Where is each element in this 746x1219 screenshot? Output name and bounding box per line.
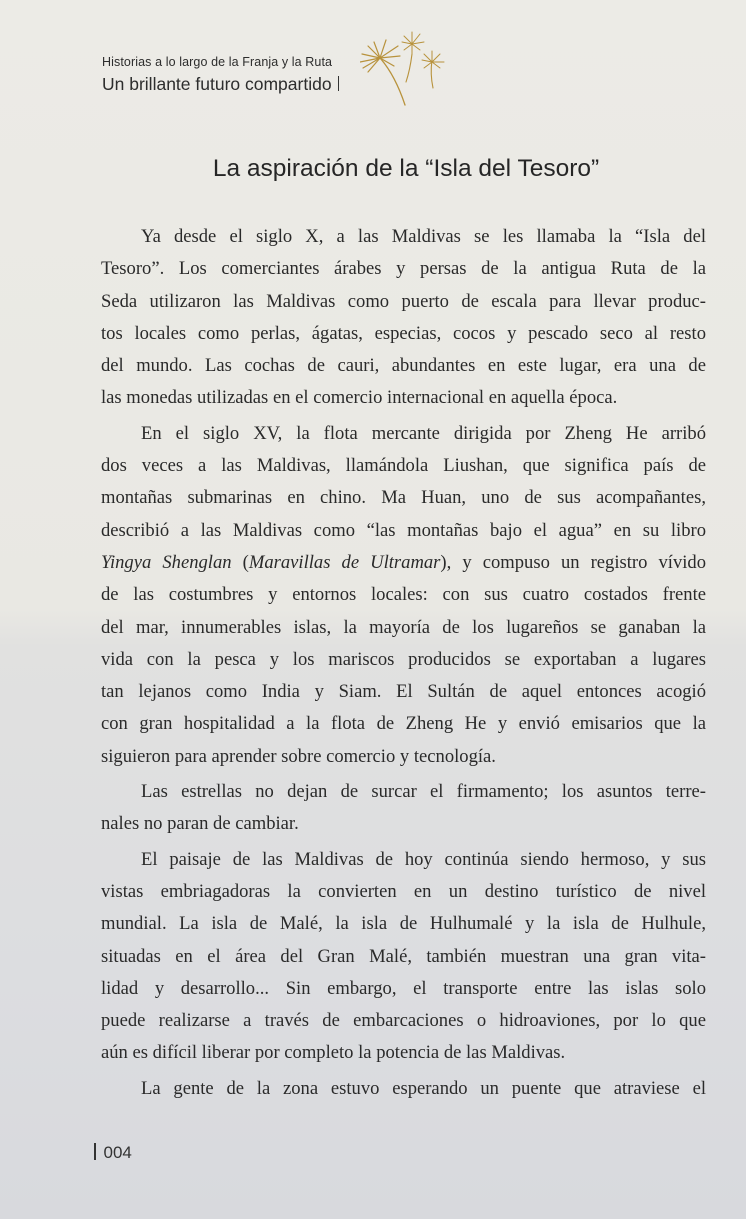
running-header <box>102 55 339 95</box>
text-line: describió a las Maldivas como “las montañas bajo el agua” en su libro <box>101 519 706 541</box>
series-title: Historias a lo largo de la Franja y la Ruta <box>102 55 333 69</box>
page-number-value: 004 <box>103 1143 132 1162</box>
page-number-divider <box>94 1143 96 1160</box>
text-line: con gran hospitalidad a la flota de Zheng He y envió emisarios que la <box>101 713 706 735</box>
text-line: del mar, innumerables islas, la mayoría de los lugareños se ganaban la <box>101 616 706 638</box>
text-line: siguieron para aprender sobre comercio y tecnología. <box>101 745 496 767</box>
text-line: situadas en el área del Gran Malé, también muestran una gran vita- <box>101 945 706 967</box>
text-line: La gente de la zona estuvo esperando un puente que atraviese el <box>141 1077 706 1099</box>
text-line: Ya desde el siglo X, a las Maldivas se les llamaba la “Isla del <box>141 226 706 247</box>
text-line: vida con la pesca y los mariscos producidos se exportaban a lugares <box>101 648 706 670</box>
text-line: de las costumbres y entornos locales: con sus cuatro costados frente <box>101 584 706 606</box>
paragraph <box>101 1073 706 1105</box>
book-title-text: Un brillante futuro compartido <box>102 74 332 94</box>
chapter-title: La aspiración de la “Isla del Tesoro” <box>212 155 600 182</box>
page-number <box>94 1143 132 1163</box>
text-line: puede realizarse a través de embarcaciones o hidroaviones, por lo que <box>101 1010 706 1032</box>
book-title-italic: Yingya Shenglan <box>101 551 232 573</box>
text-line: Yingya Shenglan (Maravillas de Ultramar), y compuso un registro vívido <box>101 551 707 573</box>
text-line: del mundo. Las cochas de cauri, abundantes en este lugar, era una de <box>101 355 706 377</box>
body-text <box>101 221 706 1105</box>
text-line: las monedas utilizadas en el comercio internacional en aquella época. <box>101 387 618 409</box>
book-title <box>102 74 339 95</box>
text-line: mundial. La isla de Malé, la isla de Hulhumalé y la isla de Hulhule, <box>101 913 706 935</box>
paragraph <box>101 844 706 1070</box>
text-line: En el siglo XV, la flota mercante dirigida por Zheng He arribó <box>141 422 706 444</box>
text-line: El paisaje de las Maldivas de hoy continúa siendo hermoso, y sus <box>141 848 706 870</box>
text-line: Las estrellas no dejan de surcar el firmamento; los asuntos terre- <box>141 781 706 803</box>
text-line: tos locales como perlas, ágatas, especias, cocos y pescado seco al resto <box>101 322 706 344</box>
text-line: Seda utilizaron las Maldivas como puerto de escala para llevar produc- <box>101 290 706 312</box>
dandelion-icon <box>360 30 445 110</box>
text-line: nales no paran de cambiar. <box>101 813 299 835</box>
text-line: tan lejanos como India y Siam. El Sultán de aquel entonces acogió <box>101 681 706 703</box>
text-line: montañas submarinas en chino. Ma Huan, uno de sus acompañantes, <box>101 487 706 509</box>
paragraph <box>101 418 706 773</box>
text-line: lidad y desarrollo... Sin embargo, el transporte entre las islas solo <box>101 977 706 999</box>
text-line: dos veces a las Maldivas, llamándola Liushan, que significa país de <box>101 455 706 477</box>
text-line: Tesoro”. Los comerciantes árabes y persas de la antigua Ruta de la <box>101 258 706 280</box>
text-line: vistas embriagadoras la convierten en un destino turístico de nivel <box>101 880 706 902</box>
book-title-italic: Maravillas de Ultramar <box>248 551 441 573</box>
header-divider <box>338 76 340 91</box>
paragraph <box>101 776 706 841</box>
text-line: aún es difícil liberar por completo la potencia de las Maldivas. <box>101 1042 566 1064</box>
paragraph <box>101 221 706 415</box>
